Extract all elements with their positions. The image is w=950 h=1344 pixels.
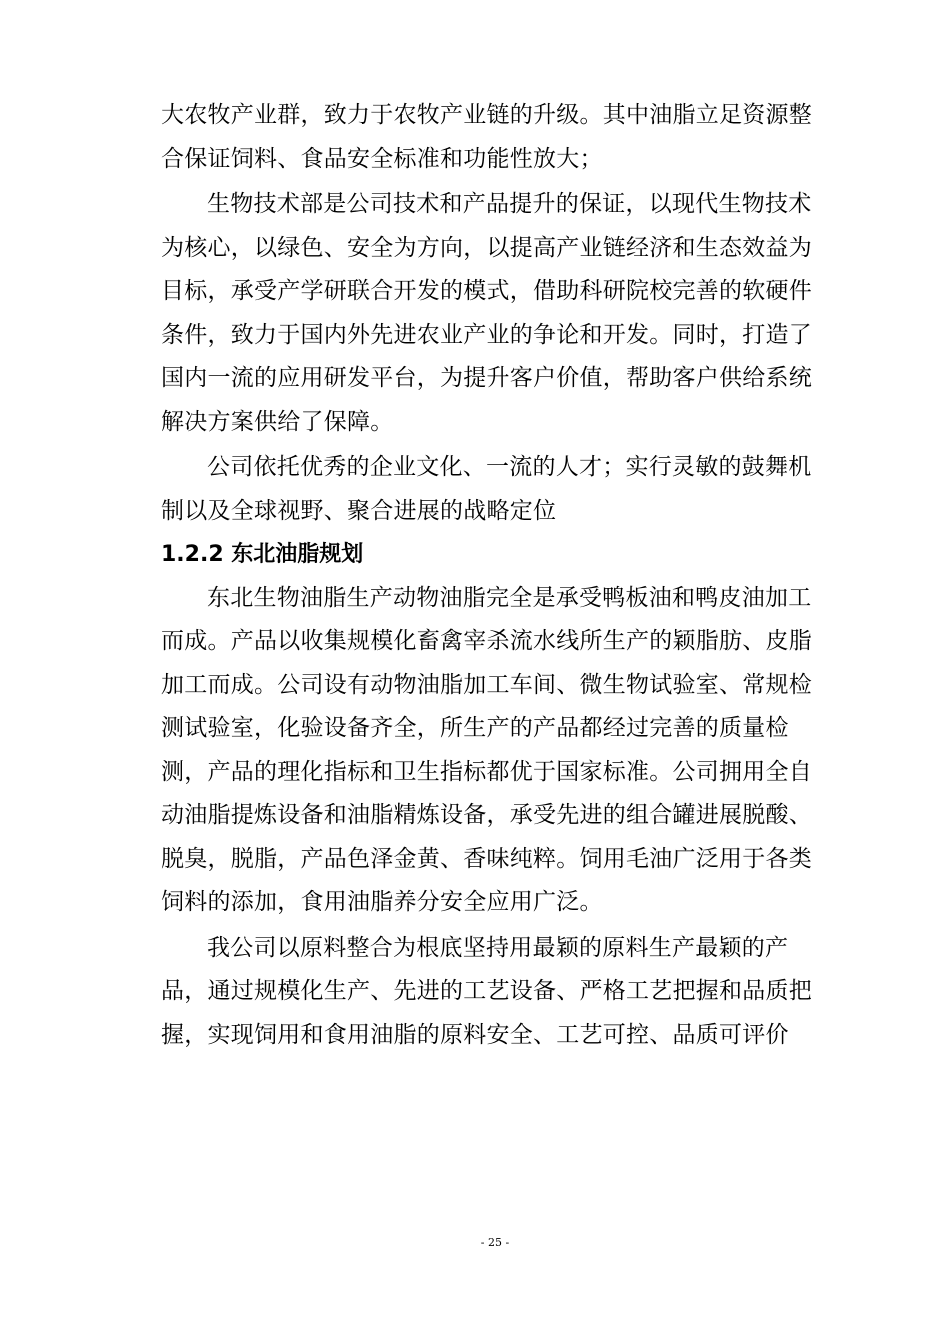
paragraph-culture (161, 446, 831, 533)
paragraph-raw-material (161, 927, 831, 1058)
text-line: 品，通过规模化生产、先进的工艺设备、严格工艺把握和品质把 (161, 978, 812, 1004)
text-line: 东北生物油脂生产动物油脂完全是承受鸭板油和鸭皮油加工 (207, 584, 812, 611)
text-line: 握，实现饲用和食用油脂的原料安全、工艺可控、品质可评价 (161, 1021, 789, 1048)
body-text (161, 94, 831, 1057)
paragraph-northeast-oil (161, 577, 831, 925)
text-line: 测试验室，化验设备齐全，所生产的产品都经过完善的质量检 (161, 715, 789, 741)
text-line: 而成。产品以收集规模化畜禽宰杀流水线所生产的颖脂肪、皮脂 (161, 628, 812, 654)
text-line: 解决方案供给了保障。 (161, 408, 394, 435)
text-line: 我公司以原料整合为根底坚持用最颖的原料生产最颖的产 (207, 934, 789, 961)
text-line: 大农牧产业群，致力于农牧产业链的升级。其中油脂立足资源整 (161, 102, 812, 128)
text-line: 测，产品的理化指标和卫生指标都优于国家标准。公司拥用全自 (161, 758, 812, 785)
text-line: 动油脂提炼设备和油脂精炼设备，承受先进的组合罐进展脱酸、 (161, 802, 812, 828)
page-number: - 25 - (480, 1236, 510, 1249)
text-line: 生物技术部是公司技术和产品提升的保证，以现代生物技术 (207, 191, 812, 217)
section-heading: 1.2.2 东北油脂规划 (161, 542, 364, 567)
paragraph-biotech (161, 183, 831, 444)
text-line: 条件，致力于国内外先进农业产业的争论和开发。同时，打造了 (161, 321, 812, 348)
text-line: 国内一流的应用研发平台，为提升客户价值，帮助客户供给系统 (161, 365, 812, 391)
paragraph-continuation (161, 94, 831, 181)
text-line: 脱臭，脱脂，产品色泽金黄、香味纯粹。饲用毛油广泛用于各类 (161, 845, 812, 872)
text-line: 目标，承受产学研联合开发的模式，借助科研院校完善的软硬件 (161, 278, 812, 304)
text-line: 为核心，以绿色、安全为方向，以提高产业链经济和生态效益为 (161, 234, 812, 261)
text-line: 合保证饲料、食品安全标准和功能性放大； (161, 145, 603, 172)
text-line: 制以及全球视野、聚合进展的战略定位 (161, 497, 557, 524)
text-line: 饲料的添加，食用油脂养分安全应用广泛。 (161, 889, 603, 915)
text-line: 加工而成。公司设有动物油脂加工车间、微生物试验室、常规检 (161, 671, 812, 698)
text-line: 公司依托优秀的企业文化、一流的人才；实行灵敏的鼓舞机 (207, 454, 812, 480)
